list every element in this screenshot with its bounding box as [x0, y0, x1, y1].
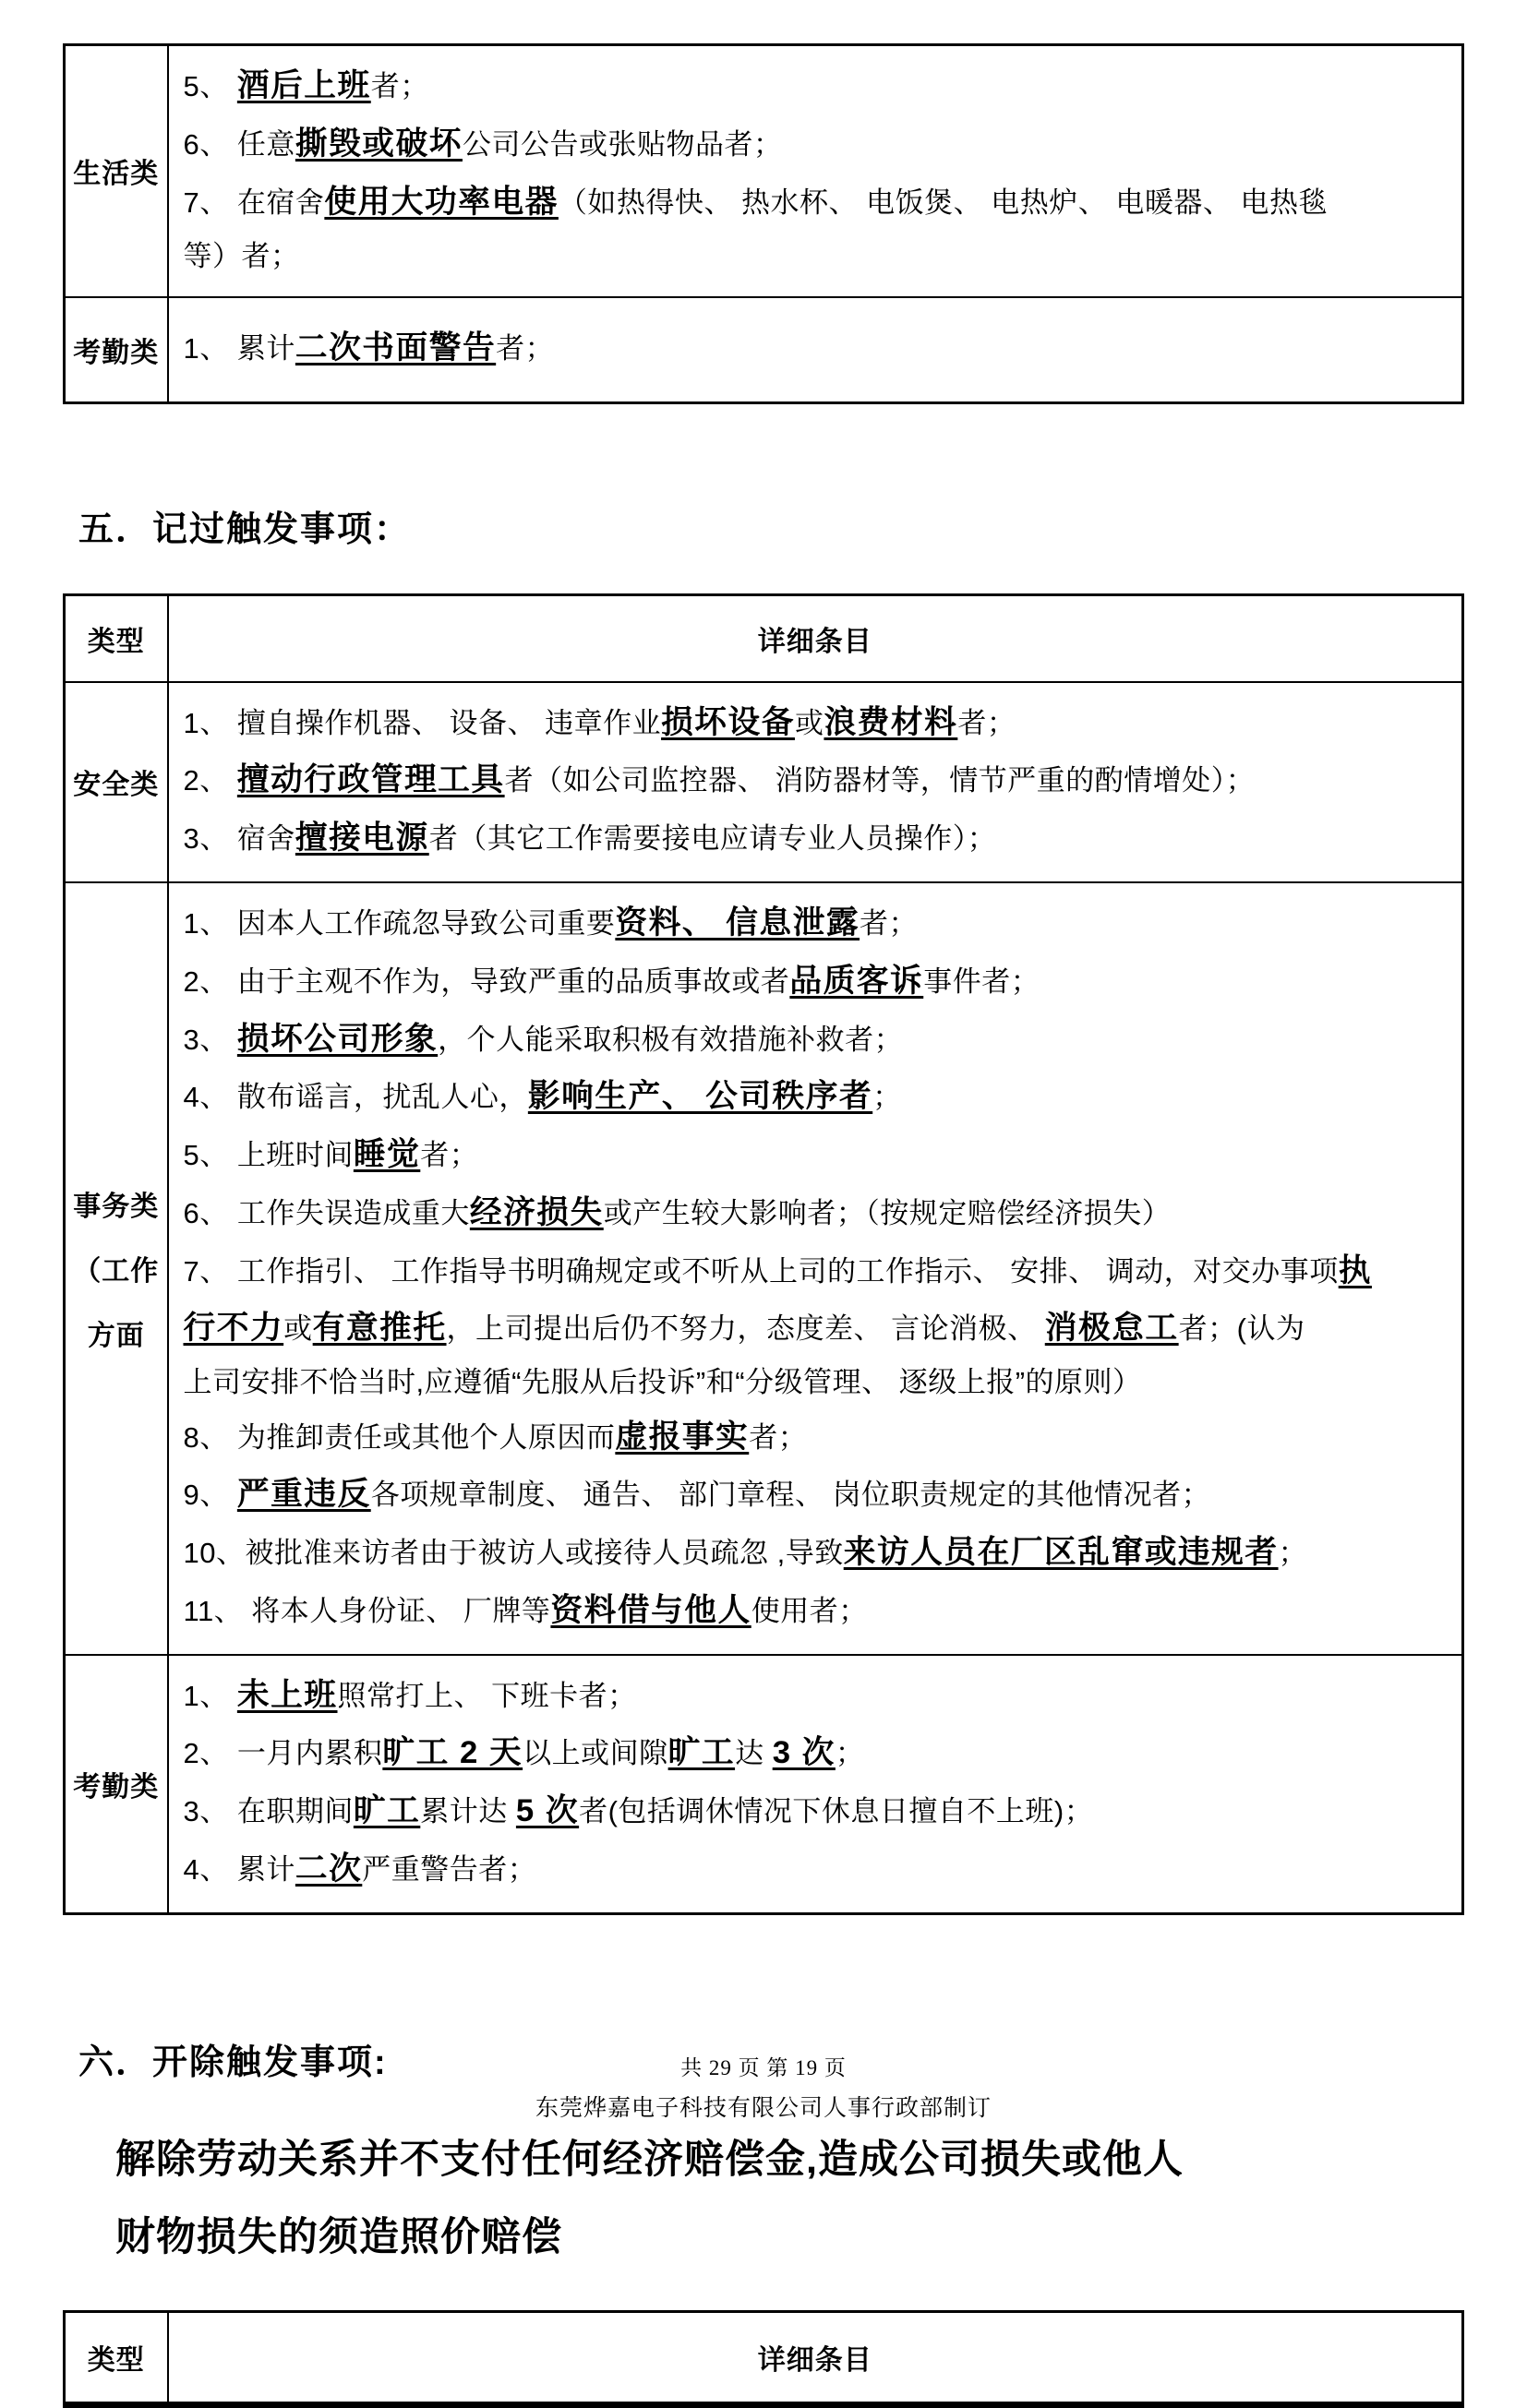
- rule-item: [184, 116, 1449, 174]
- column-header-type: 类型: [65, 2312, 168, 2405]
- rule-item: [184, 752, 1449, 809]
- emphasis-text: 未上班: [236, 1677, 338, 1713]
- emphasis-text: 有意推托: [312, 1310, 447, 1346]
- detail-cell: [168, 1655, 1463, 1914]
- rule-item: [184, 1467, 1449, 1524]
- section5-heading: 五．记过触发事项：: [78, 509, 412, 549]
- plain-text: 者；(认为: [1178, 1312, 1305, 1345]
- dismissal-statement: [115, 2128, 1464, 2270]
- category-cell: [65, 297, 168, 403]
- column-header-type: 类型: [65, 594, 168, 682]
- plain-text: 4、 散布谣言，扰乱人心，: [183, 1081, 528, 1114]
- detail-cell: [168, 45, 1463, 297]
- category-label: 生活类: [73, 159, 160, 190]
- page-footer: [0, 2051, 1527, 2123]
- plain-text: 者（其它工作需要接电应请专业人员操作）；: [428, 822, 997, 856]
- rule-item: [184, 1069, 1449, 1126]
- plain-text: 者；: [860, 906, 919, 940]
- plain-text: 7、 工作指引、 工作指导书明确规定或不听从上司的工作指示、 安排、 调动，对交办事项: [183, 1254, 1339, 1288]
- plain-text: 者；: [496, 331, 555, 365]
- plain-text: 8、 为推卸责任或其他个人原因而: [183, 1420, 616, 1454]
- emphasis-text: 旷工 2 天: [382, 1735, 523, 1771]
- page-number: 共 29 页 第 19 页: [680, 2056, 847, 2079]
- plain-text: 10、被批准来访者由于被访人或接待人员疏忽 ,导致: [183, 1537, 844, 1570]
- plain-text: 5、: [183, 70, 237, 102]
- dismissal-table-head: [65, 2312, 1463, 2405]
- plain-text: 1、 累计: [183, 331, 295, 365]
- emphasis-text: 严重违反: [236, 1477, 371, 1513]
- demerit-table-body: [65, 682, 1463, 1914]
- emphasis-text: 3 次: [772, 1735, 836, 1771]
- detail-cell: [168, 297, 1463, 403]
- rule-item: [184, 320, 1449, 377]
- plain-text: 者；: [420, 1139, 479, 1172]
- rule-item: [184, 174, 1449, 282]
- plain-text: 者；: [957, 706, 1016, 739]
- plain-text: 累计达: [420, 1795, 516, 1828]
- plain-text: 者（如公司监控器、 消防器材等，情节严重的酌情增处）；: [504, 764, 1256, 797]
- emphasis-text: 经济损失: [469, 1194, 604, 1230]
- category-cell: [65, 682, 168, 882]
- plain-text: ；: [835, 1737, 865, 1770]
- plain-text: 3、 在职期间: [183, 1795, 354, 1828]
- table-row: [65, 45, 1463, 297]
- plain-text: 7、 在宿舍: [183, 186, 325, 219]
- issuer-line: 东莞烨嘉电子科技有限公司人事行政部制订: [535, 2096, 992, 2121]
- category-cell: [65, 882, 168, 1655]
- header-row: [65, 2312, 1463, 2405]
- rule-item: [184, 1583, 1449, 1640]
- section6-heading: 六．开除触发事项:: [78, 2043, 388, 2082]
- plain-text: ，个人能采取积极有效措施补救者；: [438, 1023, 904, 1056]
- plain-text: 或产生较大影响者；（按规定赔偿经济损失）: [603, 1196, 1172, 1229]
- plain-text: 2、 一月内累积: [183, 1737, 383, 1770]
- emphasis-text: 5 次: [515, 1793, 580, 1829]
- rule-item: [184, 895, 1449, 952]
- emphasis-text: 撕毁或破坏: [295, 126, 463, 162]
- plain-text: 5、 上班时间: [183, 1139, 354, 1172]
- emphasis-text: 使用大功率电器: [324, 184, 559, 220]
- plain-text: 达: [735, 1737, 773, 1770]
- plain-text: ；: [872, 1081, 902, 1114]
- dismissal-statement-line2: 财物损失的须造照价赔偿: [115, 2214, 562, 2259]
- detail-cell: [168, 882, 1463, 1655]
- rule-item: [184, 58, 1449, 115]
- category-cell: [65, 45, 168, 297]
- plain-text: 者(包括调休情况下休息日擅自不上班)；: [579, 1795, 1094, 1828]
- dismissal-statement-line1: 解除劳动关系并不支付任何经济赔偿金,造成公司损失或他人: [115, 2137, 1184, 2182]
- emphasis-text: 二次: [295, 1851, 363, 1887]
- plain-text: 照常打上、 下班卡者；: [337, 1679, 637, 1712]
- plain-text: 1、 擅自操作机器、 设备、 违章作业: [183, 706, 662, 739]
- column-header-detail: 详细条目: [168, 594, 1463, 682]
- emphasis-text: 二次书面警告: [295, 329, 497, 365]
- plain-text: 6、 任意: [183, 127, 295, 161]
- rule-item: [184, 810, 1449, 868]
- emphasis-text: 虚报事实: [615, 1419, 750, 1455]
- emphasis-text: 睡觉: [353, 1137, 421, 1173]
- emphasis-text: 损坏设备: [661, 704, 795, 740]
- category-label: 方面: [87, 1321, 145, 1352]
- emphasis-text: 品质客诉: [789, 963, 924, 999]
- plain-text: 11、 将本人身份证、 厂牌等: [183, 1594, 551, 1627]
- plain-text: 等）者；: [183, 240, 300, 273]
- emphasis-text: 旷工: [353, 1793, 421, 1829]
- table-row: [65, 882, 1463, 1655]
- rule-item: [184, 1243, 1449, 1408]
- warning-items-table-body: [65, 45, 1463, 403]
- emphasis-text: 行不力: [183, 1310, 284, 1346]
- emphasis-text: 损坏公司形象: [236, 1021, 439, 1057]
- rule-item: [184, 953, 1449, 1011]
- emphasis-text: 擅动行政管理工具: [236, 762, 505, 798]
- emphasis-text: 旷工: [667, 1735, 736, 1771]
- plain-text: 2、 由于主观不作为，导致严重的品质事故或者: [183, 964, 790, 998]
- plain-text: 公司公告或张贴物品者；: [462, 127, 783, 161]
- emphasis-text: 来访人员在厂区乱窜或违规者: [843, 1535, 1279, 1571]
- plain-text: ，上司提出后仍不努力，态度差、 言论消极、: [446, 1312, 1045, 1345]
- plain-text: 者；: [370, 70, 429, 102]
- emphasis-text: 擅接电源: [295, 821, 429, 857]
- plain-text: 3、: [183, 1023, 237, 1056]
- rule-item: [184, 695, 1449, 752]
- rule-item: [184, 1409, 1449, 1467]
- plain-text: 使用者；: [751, 1594, 868, 1627]
- rule-item: [184, 1525, 1449, 1582]
- header-row: [65, 594, 1463, 682]
- plain-text: 1、 因本人工作疏忽导致公司重要: [183, 906, 616, 940]
- emphasis-text: 浪费材料: [824, 704, 958, 740]
- emphasis-text: 消极怠工: [1044, 1310, 1179, 1346]
- emphasis-text: 酒后上班: [236, 68, 371, 103]
- rule-item: [184, 1127, 1449, 1184]
- category-label: （工作: [73, 1256, 160, 1288]
- table-row: [65, 682, 1463, 882]
- plain-text: 各项规章制度、 通告、 部门章程、 岗位职责规定的其他情况者；: [370, 1479, 1211, 1512]
- dismissal-items-table: [63, 2310, 1464, 2408]
- plain-text: 者；: [749, 1420, 808, 1454]
- rule-item: [184, 1012, 1449, 1069]
- demerit-items-table: [63, 593, 1464, 1915]
- category-cell: [65, 1655, 168, 1914]
- category-label: 安全类: [73, 770, 160, 801]
- plain-text: 或: [794, 706, 824, 739]
- category-label: 考勤类: [73, 1771, 160, 1803]
- category-label: 事务类: [73, 1192, 160, 1223]
- plain-text: 上司安排不恰当时,应遵循“先服从后投诉”和“分级管理、 逐级上报”的原则）: [183, 1366, 1142, 1399]
- warning-items-table-continuation: [63, 43, 1464, 404]
- rule-item: [184, 1725, 1449, 1782]
- emphasis-text: 影响生产、 公司秩序者: [527, 1079, 873, 1115]
- plain-text: 4、 累计: [183, 1853, 295, 1887]
- plain-text: ；: [1278, 1537, 1308, 1570]
- rule-item: [184, 1185, 1449, 1242]
- column-header-detail: 详细条目: [168, 2312, 1463, 2405]
- plain-text: 或: [283, 1312, 313, 1345]
- plain-text: 9、: [183, 1479, 237, 1512]
- plain-text: 6、 工作失误造成重大: [183, 1196, 470, 1229]
- plain-text: 2、: [183, 764, 237, 797]
- emphasis-text: 执: [1338, 1252, 1372, 1288]
- rule-item: [184, 1783, 1449, 1840]
- emphasis-text: 资料、 信息泄露: [615, 904, 860, 940]
- detail-cell: [168, 682, 1463, 882]
- table-row: [65, 1655, 1463, 1914]
- plain-text: 事件者；: [923, 964, 1040, 998]
- plain-text: 3、 宿舍: [183, 822, 295, 856]
- plain-text: （如热得快、 热水杯、 电饭煲、 电热炉、 电暖器、 电热毯: [558, 186, 1328, 219]
- emphasis-text: 资料借与他人: [550, 1592, 751, 1628]
- demerit-table-head: [65, 594, 1463, 682]
- plain-text: 1、: [183, 1679, 237, 1712]
- plain-text: 严重警告者；: [362, 1853, 537, 1887]
- rule-item: [184, 1668, 1449, 1725]
- rule-item: [184, 1841, 1449, 1899]
- category-label: 考勤类: [73, 337, 160, 368]
- table-row: [65, 297, 1463, 403]
- plain-text: 以上或间隙: [523, 1737, 668, 1770]
